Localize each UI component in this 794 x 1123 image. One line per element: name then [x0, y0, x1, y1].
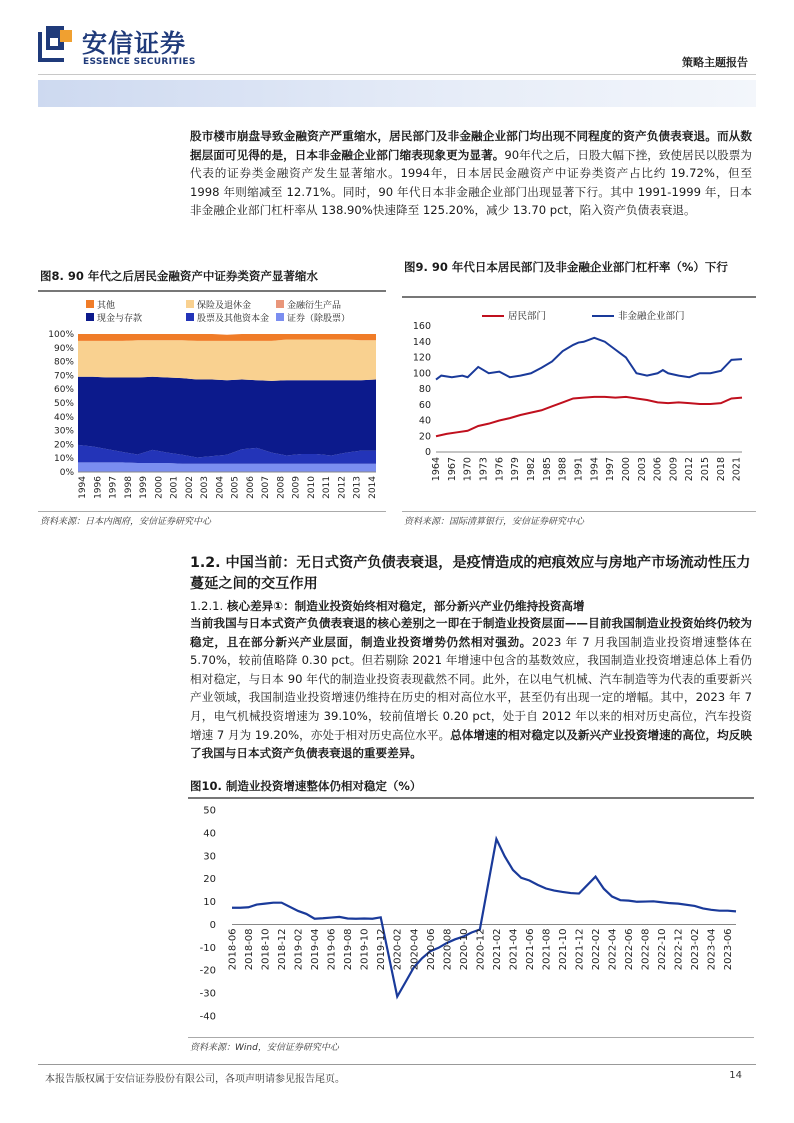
x-tick-label: 2006 [245, 476, 256, 499]
legend-label: 居民部门 [508, 311, 547, 322]
x-tick-label: 2022-12 [673, 928, 685, 971]
x-tick-label: 1999 [139, 476, 150, 499]
fig10-top-rule [188, 797, 754, 799]
x-tick-label: 2019-04 [310, 928, 322, 971]
x-tick-label: 2019-12 [376, 928, 388, 971]
y-tick-label: 70% [53, 371, 74, 382]
x-tick-label: 2021-04 [508, 928, 520, 971]
x-tick-label: 2006 [652, 457, 664, 482]
legend-swatch [86, 313, 94, 321]
series-line [436, 338, 742, 380]
page-number: 14 [729, 1070, 742, 1081]
y-tick-label: 160 [412, 321, 431, 332]
x-tick-label: 2007 [261, 476, 272, 499]
y-tick-label: 10 [203, 897, 216, 909]
fig9-title: 图9. 90 年代日本居民部门及非金融企业部门杠杆率（%）下行 [404, 260, 728, 274]
x-tick-label: 1979 [510, 457, 522, 482]
x-tick-label: 2012 [684, 457, 696, 482]
x-tick-label: 2020-10 [458, 928, 470, 971]
fig10-bottom-rule [188, 1037, 754, 1038]
area-series [78, 377, 376, 458]
fig10-source: 资料来源：Wind，安信证券研究中心 [190, 1043, 339, 1053]
x-tick-label: 2012 [337, 476, 348, 499]
y-tick-label: 20% [53, 440, 74, 451]
x-tick-label: 2003 [200, 476, 211, 499]
fig8-chart [38, 294, 388, 510]
section-bold-2: 总体增速的相对稳定以及新兴产业投资增速的高位，均反映了我国与日本式资产负债表衰退的重要差异。 [190, 727, 752, 761]
subsection-title [190, 597, 752, 615]
x-tick-label: 2009 [291, 476, 302, 499]
subsection-number: 1.2.1. [190, 599, 224, 613]
legend-label: 证券（除股票） [287, 314, 351, 324]
y-tick-label: 120 [412, 352, 431, 364]
x-tick-label: 2023-02 [690, 928, 702, 971]
legend-label: 金融衍生产品 [287, 301, 342, 311]
x-tick-label: 2008 [276, 476, 287, 499]
y-tick-label: 40 [203, 828, 216, 840]
x-tick-label: 2003 [636, 457, 648, 482]
x-tick-label: 2018-12 [277, 928, 289, 971]
x-tick-label: 2010 [306, 476, 317, 499]
x-tick-label: 2020-06 [425, 928, 437, 971]
x-tick-label: 1970 [462, 457, 474, 482]
x-tick-label: 1967 [446, 457, 458, 482]
brand-name-en: ESSENCE SECURITIES [83, 57, 196, 67]
header-divider [38, 74, 756, 75]
x-tick-label: 2019-06 [326, 928, 338, 971]
x-tick-label: 2022-10 [657, 928, 669, 971]
x-tick-label: 2023-06 [723, 928, 735, 971]
y-tick-label: 20 [203, 874, 216, 886]
x-tick-label: 2021-08 [541, 928, 553, 971]
x-tick-label: 1988 [557, 457, 569, 482]
y-tick-label: 20 [418, 431, 431, 443]
legend-swatch [276, 300, 284, 308]
brand-logo-icon [38, 26, 72, 66]
fig8-bottom-rule [38, 511, 386, 512]
x-tick-label: 2011 [322, 476, 333, 499]
legend-swatch [276, 313, 284, 321]
x-tick-label: 1998 [123, 476, 134, 499]
y-tick-label: -40 [199, 1011, 216, 1023]
x-tick-label: 2019-10 [359, 928, 371, 971]
footer-divider [38, 1064, 756, 1065]
x-tick-label: 2021 [731, 457, 743, 482]
x-tick-label: 2023-04 [706, 928, 718, 971]
y-tick-label: 140 [412, 336, 431, 348]
x-tick-label: 2021-06 [524, 928, 536, 971]
y-tick-label: 40 [418, 415, 431, 427]
x-tick-label: 2020-08 [442, 928, 454, 971]
y-tick-label: -30 [199, 988, 216, 1000]
area-series [78, 462, 376, 472]
x-tick-label: 2004 [215, 476, 226, 499]
legend-label: 现金与存款 [97, 314, 143, 324]
subsection-text: 核心差异①：制造业投资始终相对稳定，部分新兴产业仍维持投资高增 [226, 599, 585, 613]
fig8-title: 图8. 90 年代之后居民金融资产中证券类资产显著缩水 [40, 269, 318, 283]
x-tick-label: 1994 [589, 457, 601, 482]
x-tick-label: 2005 [230, 476, 241, 499]
y-tick-label: 30% [53, 426, 74, 437]
x-tick-label: 2020-12 [475, 928, 487, 971]
x-tick-label: 2018-08 [244, 928, 256, 971]
section-text: 2023 年 7 月我国制造业投资增速整体在 5.70%，较前值略降 0.30 pct。但若剔除 2021 年增速中包含的基数效应，我国制造业投资增速总体上看仍相对稳定，与日本 90 年代的制造业投资表现截然不同。此外，在以电气机械、汽车制造等为代表的重要新兴产业领域，我国制造业投资增速仍维持在历史的相对高位水平，甚至仍有出现一定的增幅。其中，2023 年 7 月，电气机械投资增速为 39.10%，较前值增长 0.20 pct，处于自 2012 年以来的相对历史高位，汽车投资增速 7 月为 19.20%，亦处于相对历史高位水平。 [190, 634, 752, 742]
intro-bold: 股市楼市崩盘导致金融资产严重缩水，居民部门及非金融企业部门均出现不同程度的资产负债表衰退。而从数据层面可见得的是，日本非金融企业部门缩表现象更为显著。 [190, 129, 752, 162]
report-type: 策略主题报告 [682, 56, 748, 69]
header-band [38, 80, 756, 107]
y-tick-label: 100% [48, 330, 74, 340]
x-tick-label: 2020-04 [409, 928, 421, 971]
fig9-top-rule [402, 296, 756, 298]
fig9-source: 资料来源：国际清算银行，安信证券研究中心 [404, 517, 585, 527]
y-tick-label: 90% [53, 343, 74, 354]
y-tick-label: 10% [53, 454, 74, 465]
section-bold-1: 当前我国与日本式资产负债表衰退的核心差别之一即在于制造业投资层面——目前我国制造业投资始终仍较为稳定，且在部分新兴产业层面，制造业投资增势仍然相对强劲。 [190, 616, 752, 649]
fig8-top-rule [38, 290, 386, 292]
x-tick-label: 2013 [352, 476, 363, 499]
intro-text: 90年代之后，日股大幅下挫，致使居民以股票为代表的证券类金融资产发生显著缩水。1994年，日本居民金融资产中证券类资产占比约 19.72%，但至 1998 年则缩减至 12.71%。同时，90 年代日本非金融企业部门出现显著下行。其中 1991-1999 年，日本非金融企业部门杠杆率从 138.90%快速降至 125.20%，减少 13.70 pct，陷入资产负债表衰退。 [190, 147, 752, 218]
fig10-title: 图10. 制造业投资增速整体仍相对稳定（%） [190, 779, 422, 793]
brand-name: 安信证券 [82, 29, 187, 58]
x-tick-label: 2022-08 [640, 928, 652, 971]
legend-swatch [86, 300, 94, 308]
x-tick-label: 1976 [494, 457, 506, 482]
x-tick-label: 2021-10 [557, 928, 569, 971]
y-tick-label: 60 [418, 399, 431, 411]
x-tick-label: 2021-12 [574, 928, 586, 971]
x-tick-label: 2019-08 [343, 928, 355, 971]
y-tick-label: 0% [59, 468, 74, 478]
fig9-chart [402, 300, 756, 510]
y-tick-label: 100 [412, 368, 431, 380]
y-tick-label: 50 [203, 805, 216, 817]
legend-swatch [186, 300, 194, 308]
y-tick-label: 80 [418, 384, 431, 395]
x-tick-label: 2001 [169, 476, 180, 499]
x-tick-label: 2015 [700, 457, 712, 482]
y-tick-label: 60% [53, 385, 74, 396]
y-tick-label: 50% [53, 399, 74, 409]
x-tick-label: 1994 [78, 476, 88, 499]
x-tick-label: 1985 [541, 457, 553, 482]
x-tick-label: 2020-02 [392, 928, 404, 971]
x-tick-label: 1997 [605, 457, 617, 482]
x-tick-label: 2000 [154, 476, 165, 499]
fig8-source: 资料来源：日本内阁府，安信证券研究中心 [40, 517, 212, 527]
y-tick-label: -20 [199, 965, 216, 977]
x-tick-label: 1997 [108, 476, 119, 499]
x-tick-label: 2002 [184, 476, 195, 499]
y-tick-label: 0 [209, 919, 216, 931]
x-tick-label: 2009 [668, 457, 680, 482]
x-tick-label: 2019-02 [293, 928, 305, 971]
series-line [232, 839, 736, 996]
x-tick-label: 2018-10 [260, 928, 272, 971]
x-tick-label: 1996 [93, 476, 104, 499]
x-tick-label: 2021-02 [491, 928, 503, 971]
fig10-chart [188, 800, 754, 1036]
x-tick-label: 2022-06 [624, 928, 636, 971]
x-tick-label: 2000 [620, 457, 632, 482]
y-tick-label: 30 [203, 851, 216, 863]
series-line [436, 397, 742, 436]
area-series [78, 340, 376, 381]
legend-label: 非金融企业部门 [618, 311, 685, 322]
y-tick-label: -10 [199, 942, 216, 954]
legend-label: 股票及其他资本金 [197, 314, 270, 324]
y-tick-label: 80% [53, 357, 74, 368]
x-tick-label: 2018 [715, 457, 727, 482]
x-tick-label: 1991 [573, 457, 585, 482]
legend-label: 保险及退休金 [197, 301, 252, 311]
section-paragraph [190, 614, 752, 763]
x-tick-label: 2018-06 [227, 928, 239, 971]
section-title: 1.2. 中国当前：无日式资产负债表衰退，是疫情造成的疤痕效应与房地产市场流动性压力蔓延之间的交互作用 [190, 555, 751, 592]
x-tick-label: 2022-04 [607, 928, 619, 971]
fig9-bottom-rule [402, 511, 756, 512]
x-tick-label: 1964 [431, 457, 442, 482]
x-tick-label: 1973 [478, 457, 490, 482]
x-tick-label: 2022-02 [591, 928, 603, 971]
legend-label: 其他 [97, 301, 116, 311]
intro-paragraph [190, 127, 752, 220]
x-tick-label: 2014 [368, 476, 378, 499]
y-tick-label: 0 [424, 447, 431, 458]
x-tick-label: 1982 [525, 457, 537, 482]
footer-disclaimer: 本报告版权属于安信证券股份有限公司，各项声明请参见报告尾页。 [45, 1074, 345, 1085]
legend-swatch [186, 313, 194, 321]
y-tick-label: 40% [53, 412, 74, 423]
